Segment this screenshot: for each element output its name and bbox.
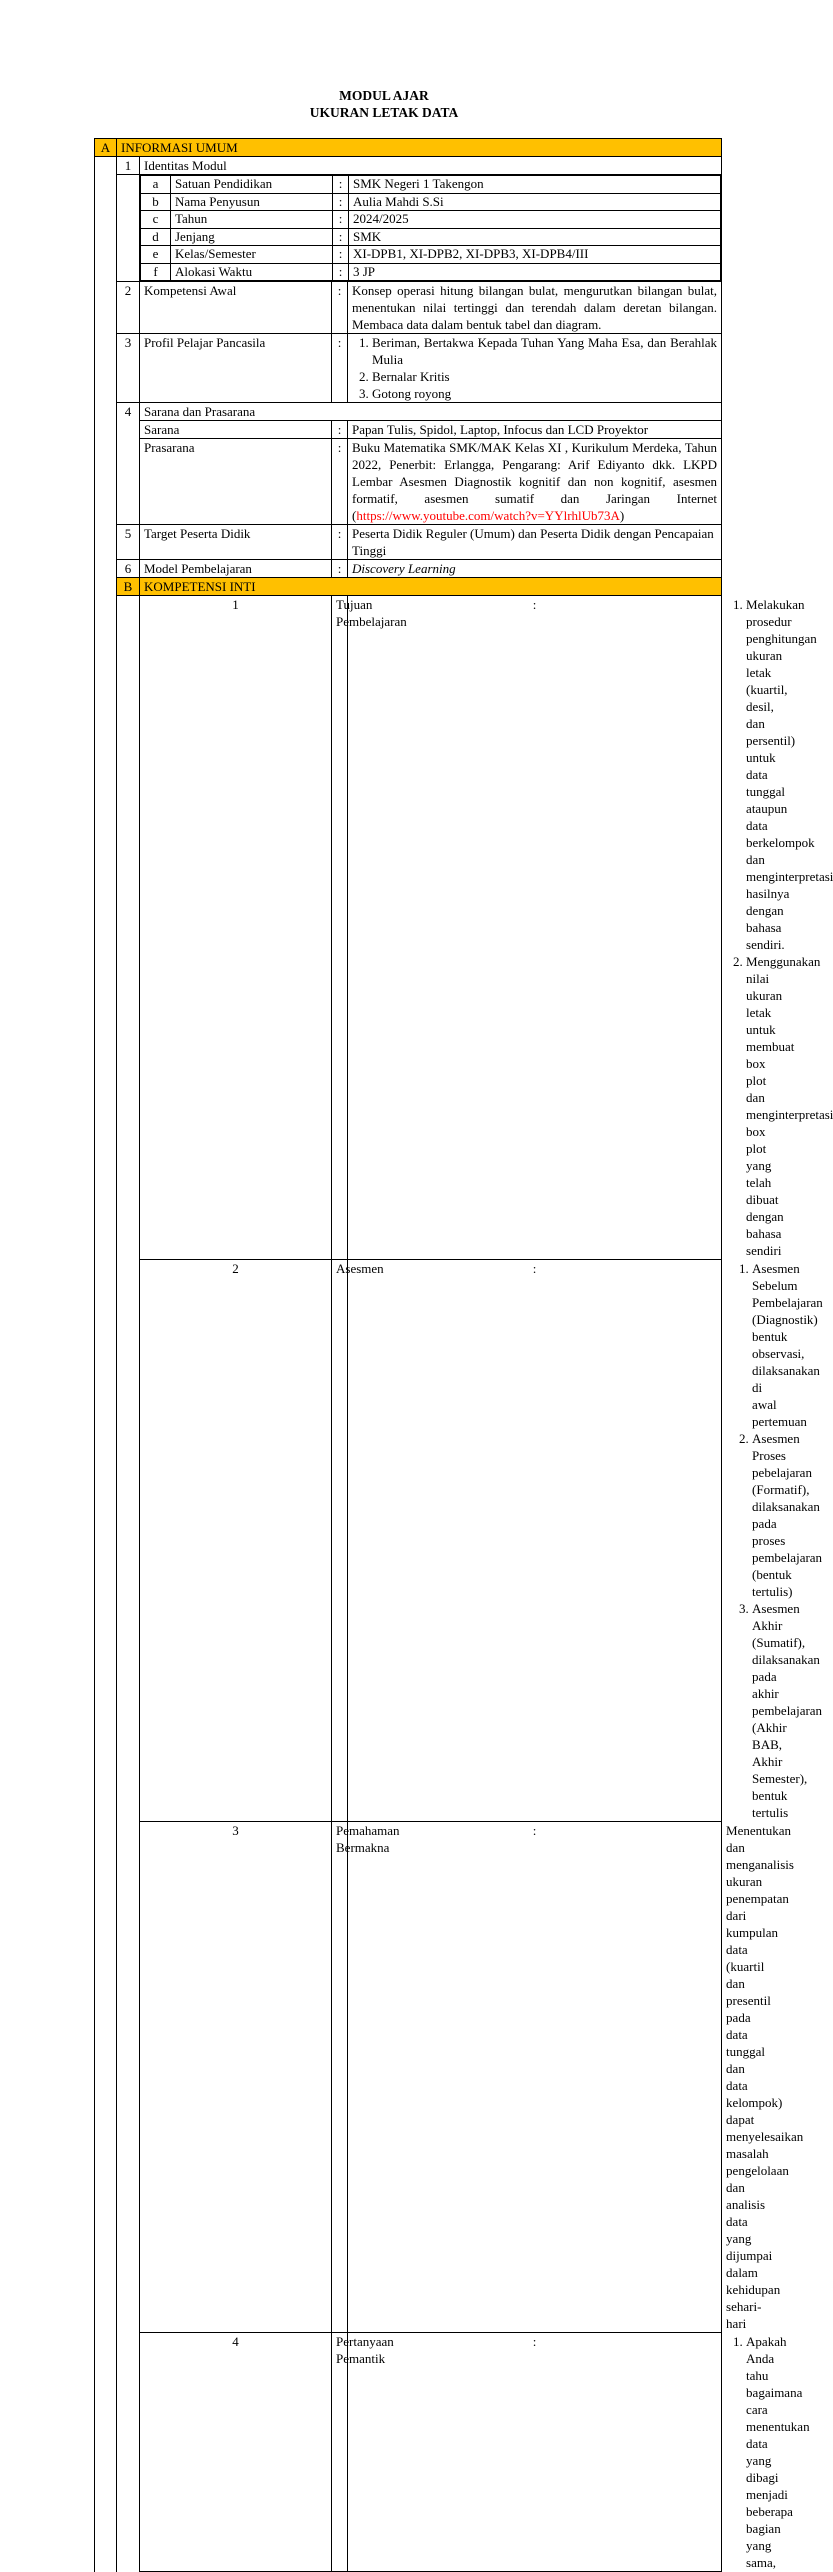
tujuan-list: Melakukan prosedur penghitungan ukuran letak (kuartil, desil, dan persentil) untuk data tunggal ataupun data berkelompok dan menginterpretasi hasilnya dengan bahasa sendiri. Menggunakan nilai ukuran letak untuk membuat box plot dan menginterpretasi box plot yang telah dibuat dengan bahasa sendiri: [746, 597, 833, 1258]
row-label: Kompetensi Awal: [140, 282, 332, 334]
identitas-item: a Satuan Pendidikan : SMK Negeri 1 Takengon: [141, 176, 721, 194]
sarana-row: Sarana : Papan Tulis, Spidol, Laptop, Infocus dan LCD Proyektor: [95, 421, 722, 439]
section-a-header: [95, 139, 722, 157]
row-value: Discovery Learning: [348, 560, 722, 578]
model-row: 6 Model Pembelajaran : Discovery Learning: [95, 560, 722, 578]
row-number: 2: [117, 282, 140, 334]
pertanyaan-row: 4 Pertanyaan Pemantik : Apakah Anda tahu bagaimana cara menentukan data yang dibagi menjadi beberapa bagian yang sama,: [95, 2333, 722, 2572]
row-label: Asesmen: [332, 1260, 348, 1822]
identitas-subrows: [95, 175, 722, 282]
list-item: 3. Gotong royong: [372, 385, 717, 402]
row-number: 4: [140, 2333, 332, 2572]
row-label: Identitas Modul: [140, 157, 722, 175]
section-b-header: [95, 578, 722, 596]
row-number: 2: [140, 1260, 332, 1822]
list-item: 1. Beriman, Bertakwa Kepada Tuhan Yang Maha Esa, dan Berahlak Mulia: [372, 334, 717, 368]
row-label: Pemahaman Bermakna: [332, 1822, 348, 2333]
asesmen-list: Asesmen Sebelum Pembelajaran (Diagnostik) bentuk observasi, dilaksanakan di awal pertemuan Asesmen Proses pebelajaran (Formatif), dilaksanakan pada proses pembelajaran (bentuk tertulis) Asesmen Akhir (Sumatif), dilaksanakan pada akhir pembelajaran (Akhir BAB, Akhir Semester), bentuk tertulis: [752, 1261, 823, 1820]
profil-list: [352, 334, 717, 402]
section-title: KOMPETENSI INTI: [140, 578, 722, 596]
row-number: 3: [117, 334, 140, 403]
profil-row: 3 Profil Pelajar Pancasila : 1. Beriman, Bertakwa Kepada Tuhan Yang Maha Esa, dan Berahlak Mulia 2. Bernalar Kritis 3. Gotong royong: [95, 334, 722, 403]
prasarana-row: Prasarana : Buku Matematika SMK/MAK Kelas XI , Kurikulum Merdeka, Tahun 2022, Penerbit: Erlangga, Pengarang: Arif Ediyanto dkk. LKPD Lembar Asesmen Diagnostik kognitif dan non kognitif, asesmen formatif, asesmen sumatif dan Jaringan Internet (https://www.youtube.com/watch?v=YYlrhlUb73A): [95, 439, 722, 525]
row-number: 3: [140, 1822, 332, 2333]
row-label: Model Pembelajaran: [140, 560, 332, 578]
sarana-value: Papan Tulis, Spidol, Laptop, Infocus dan LCD Proyektor: [348, 421, 722, 439]
row-label: Target Peserta Didik: [140, 525, 332, 560]
section-letter: A: [95, 139, 117, 157]
asesmen-row: 2 Asesmen : Asesmen Sebelum Pembelajaran (Diagnostik) bentuk observasi, dilaksanakan di awal pertemuan Asesmen Proses pebelajaran (Formatif), dilaksanakan pada proses pembelajaran (bentuk tertulis) Asesmen Akhir (Sumatif), dilaksanakan pada akhir pembelajaran (Akhir BAB, Akhir Semester), bentuk tertulis: [95, 1260, 722, 1822]
doc-subtitle: UKURAN LETAK DATA: [309, 105, 459, 120]
row-number: 1: [117, 157, 140, 175]
tujuan-row: 1 Tujuan Pembelajaran : Melakukan prosedur penghitungan ukuran letak (kuartil, desil, dan persentil) untuk data tunggal ataupun data berkelompok dan menginterpretasi hasilnya dengan bahasa sendiri. Menggunakan nilai ukuran letak untuk membuat box plot dan menginterpretasi box plot yang telah dibuat dengan bahasa sendiri: [95, 596, 722, 1260]
row-value: Peserta Didik Reguler (Umum) dan Peserta Didik dengan Pencapaian Tinggi: [348, 525, 722, 560]
row-value: Konsep operasi hitung bilangan bulat, mengurutkan bilangan bulat, menentukan nilai tertinggi dan terendah dalam deretan bilangan. Membaca data dalam bentuk tabel dan diagram.: [348, 282, 722, 334]
row-number: 5: [117, 525, 140, 560]
sarana-header-row: [95, 403, 722, 421]
row-label: Sarana dan Prasarana: [140, 403, 722, 421]
doc-title: MODUL AJAR: [339, 88, 429, 103]
youtube-link[interactable]: https://www.youtube.com/watch?v=YYlrhlUb73A: [356, 508, 620, 523]
identitas-item: d Jenjang : SMK: [141, 228, 721, 246]
list-item: 2. Bernalar Kritis: [372, 368, 717, 385]
identitas-item: b Nama Penyusun : Aulia Mahdi S.Si: [141, 193, 721, 211]
row-label: Tujuan Pembelajaran: [332, 596, 348, 1260]
row-number: 1: [140, 596, 332, 1260]
identitas-item: c Tahun : 2024/2025: [141, 211, 721, 229]
section-title: INFORMASI UMUM: [117, 139, 722, 157]
prasarana-value: Buku Matematika SMK/MAK Kelas XI , Kurikulum Merdeka, Tahun 2022, Penerbit: Erlangga, Pengarang: Arif Ediyanto dkk. LKPD Lembar Asesmen Diagnostik kognitif dan non kognitif, asesmen formatif, asesmen sumatif dan Jaringan Internet: [352, 440, 718, 506]
sarana-label: Sarana: [140, 421, 332, 439]
prasarana-label: Prasarana: [140, 439, 332, 525]
kompetensi-awal-row: 2 Kompetensi Awal : Konsep operasi hitung bilangan bulat, mengurutkan bilangan bulat, menentukan nilai tertinggi dan terendah dalam deretan bilangan. Membaca data dalam bentuk tabel dan diagram.: [95, 282, 722, 334]
row-number: 6: [117, 560, 140, 578]
row-label: Profil Pelajar Pancasila: [140, 334, 332, 403]
identitas-item: f Alokasi Waktu : 3 JP: [141, 263, 721, 281]
row-number: 4: [117, 403, 140, 525]
section-letter: B: [117, 578, 140, 596]
pertanyaan-list: Apakah Anda tahu bagaimana cara menentukan data yang dibagi menjadi beberapa bagian yang sama,: [746, 2334, 810, 2570]
identitas-table: [140, 175, 721, 281]
target-row: 5 Target Peserta Didik : Peserta Didik Reguler (Umum) dan Peserta Didik dengan Pencapaian Tinggi: [95, 525, 722, 560]
module-table: [94, 138, 833, 2572]
row-label: Pertanyaan Pemantik: [332, 2333, 348, 2572]
identitas-row: [95, 157, 722, 175]
pemahaman-row: 3 Pemahaman Bermakna : Menentukan dan menganalisis ukuran penempatan dari kumpulan data (kuartil dan presentil pada data tunggal dan data kelompok) dapat menyelesaikan masalah pengelolaan dan analisis data yang dijumpai dalam kehidupan sehari-hari: [95, 1822, 722, 2333]
identitas-item: e Kelas/Semester : XI-DPB1, XI-DPB2, XI-DPB3, XI-DPB4/III: [141, 246, 721, 264]
